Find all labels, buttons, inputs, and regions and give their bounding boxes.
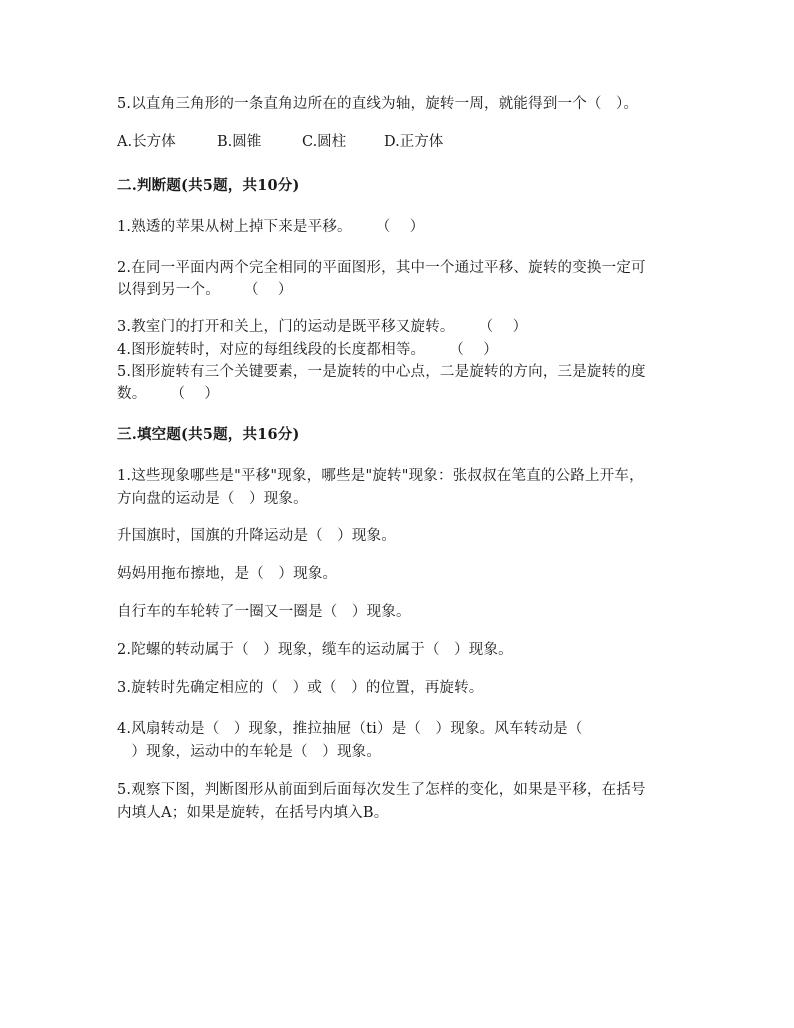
fill-item-1-mop: 妈妈用拖布擦地，是（ ）现象。	[117, 566, 338, 582]
fill-item-1-bicycle: 自行车的车轮转了一圈又一圈是（ ）现象。	[117, 604, 411, 620]
judge-item-5-line-2: 数。 （ ）	[117, 386, 220, 402]
option-b: B.圆锥	[217, 134, 262, 150]
judge-item-4: 4.图形旋转时，对应的每组线段的长度都相等。 （ ）	[117, 342, 498, 358]
option-c: C.圆柱	[302, 134, 347, 150]
judge-item-3: 3.教室门的打开和关上，门的运动是既平移又旋转。 （ ）	[117, 319, 528, 335]
judge-item-2-line-1: 2.在同一平面内两个完全相同的平面图形，其中一个通过平移、旋转的变换一定可	[117, 260, 646, 276]
fill-item-4-line-1: 4.风扇转动是（ ）现象，推拉抽屉（ti）是（ ）现象。风车转动是（	[117, 721, 583, 737]
fill-item-1-flag: 升国旗时，国旗的升降运动是（ ）现象。	[117, 528, 397, 544]
fill-item-3: 3.旋转时先确定相应的（ ）或（ ）的位置，再旋转。	[117, 680, 484, 696]
fill-item-1-line-2: 方向盘的运动是（ ）现象。	[117, 491, 308, 507]
fill-item-5-line-1: 5.观察下图，判断图形从前面到后面每次发生了怎样的变化，如果是平移，在括号	[117, 782, 646, 798]
question-5-text: 5.以直角三角形的一条直角边所在的直线为轴，旋转一周，就能得到一个（ ）。	[117, 96, 639, 112]
section-2-heading: 二.判断题(共5题，共10分)	[117, 177, 300, 194]
section-3-heading: 三.填空题(共5题，共16分)	[117, 426, 300, 443]
judge-item-1: 1.熟透的苹果从树上掉下来是平移。 （ ）	[117, 219, 425, 235]
fill-item-2: 2.陀螺的转动属于（ ）现象，缆车的运动属于（ ）现象。	[117, 642, 513, 658]
option-d: D.正方体	[384, 134, 444, 150]
judge-item-2-line-2: 以得到另一个。 （ ）	[117, 282, 293, 298]
option-a: A.长方体	[117, 134, 176, 150]
fill-item-1-line-1: 1.这些现象哪些是"平移"现象，哪些是"旋转"现象：张叔叔在笔直的公路上开车，	[117, 468, 644, 484]
fill-item-4-line-2: ）现象，运动中的车轮是（ ）现象。	[117, 744, 382, 760]
judge-item-5-line-1: 5.图形旋转有三个关键要素，一是旋转的中心点，二是旋转的方向，三是旋转的度	[117, 364, 646, 380]
fill-item-5-line-2: 内填人A；如果是旋转，在括号内填入B。	[117, 805, 389, 821]
